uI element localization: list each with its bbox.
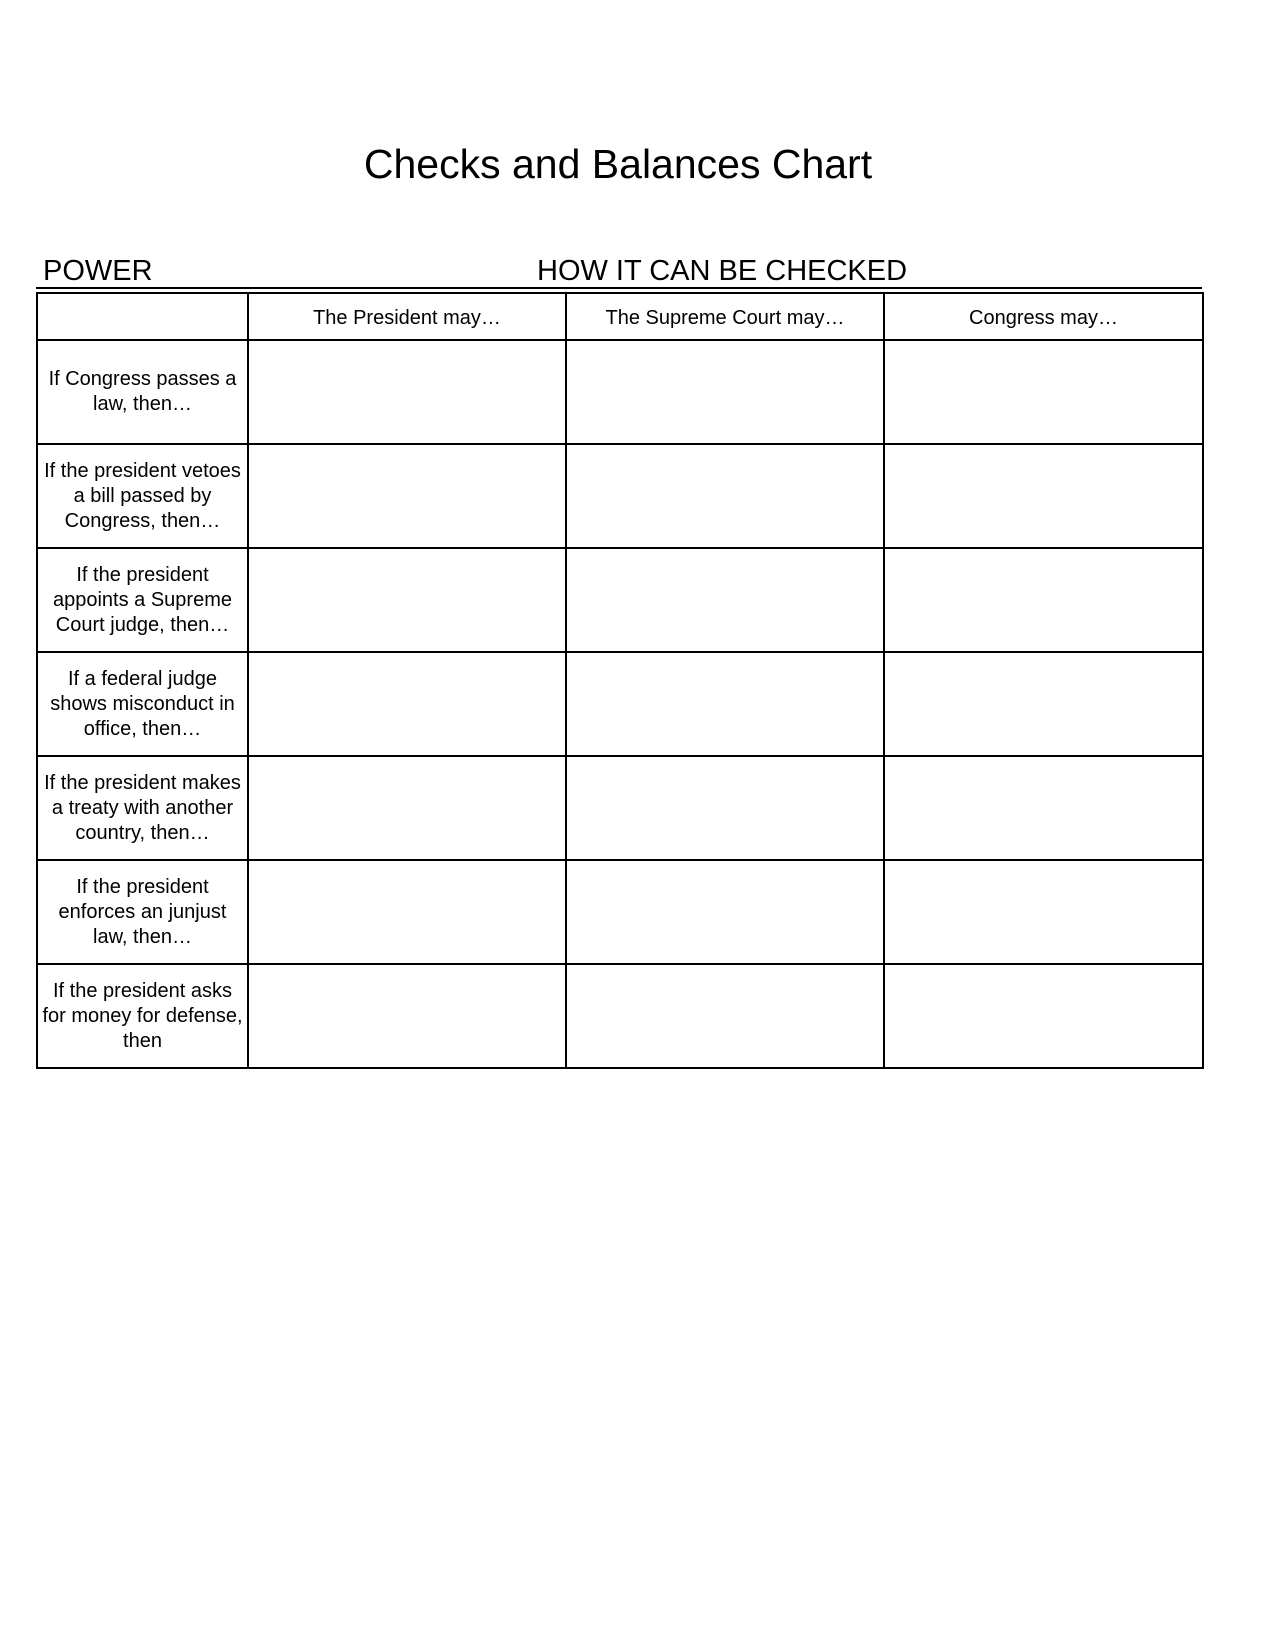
power-cell: If the president vetoes a bill passed by Congress, then… <box>37 444 248 548</box>
power-cell: If the president appoints a Supreme Court judge, then… <box>37 548 248 652</box>
answer-cell-president[interactable] <box>248 652 566 756</box>
power-cell: If the president enforces an junjust law, then… <box>37 860 248 964</box>
power-heading: POWER <box>43 255 153 287</box>
answer-cell-president[interactable] <box>248 756 566 860</box>
table-header-row <box>37 293 1203 340</box>
checks-balances-table <box>36 292 1204 1069</box>
page-title: Checks and Balances Chart <box>363 141 873 188</box>
answer-cell-supreme-court[interactable] <box>566 444 884 548</box>
answer-cell-supreme-court[interactable] <box>566 756 884 860</box>
table-row <box>37 340 1203 444</box>
table-row <box>37 444 1203 548</box>
table-row <box>37 756 1203 860</box>
column-header-supreme-court: The Supreme Court may… <box>566 293 884 340</box>
power-cell: If a federal judge shows misconduct in office, then… <box>37 652 248 756</box>
answer-cell-congress[interactable] <box>884 860 1203 964</box>
answer-cell-president[interactable] <box>248 444 566 548</box>
answer-cell-congress[interactable] <box>884 444 1203 548</box>
answer-cell-supreme-court[interactable] <box>566 860 884 964</box>
corner-cell <box>37 293 248 340</box>
answer-cell-congress[interactable] <box>884 756 1203 860</box>
table-row <box>37 548 1203 652</box>
power-cell: If the president asks for money for defense, then <box>37 964 248 1068</box>
answer-cell-congress[interactable] <box>884 652 1203 756</box>
answer-cell-supreme-court[interactable] <box>566 652 884 756</box>
column-header-congress: Congress may… <box>884 293 1203 340</box>
chart-frame <box>36 287 1202 1069</box>
table-row <box>37 652 1203 756</box>
table-row <box>37 860 1203 964</box>
answer-cell-president[interactable] <box>248 860 566 964</box>
answer-cell-supreme-court[interactable] <box>566 964 884 1068</box>
answer-cell-supreme-court[interactable] <box>566 548 884 652</box>
answer-cell-congress[interactable] <box>884 548 1203 652</box>
answer-cell-president[interactable] <box>248 548 566 652</box>
table-row <box>37 964 1203 1068</box>
answer-cell-supreme-court[interactable] <box>566 340 884 444</box>
answer-cell-congress[interactable] <box>884 340 1203 444</box>
answer-cell-president[interactable] <box>248 340 566 444</box>
column-header-president: The President may… <box>248 293 566 340</box>
power-cell: If the president makes a treaty with another country, then… <box>37 756 248 860</box>
power-cell: If Congress passes a law, then… <box>37 340 248 444</box>
how-checked-heading: HOW IT CAN BE CHECKED <box>537 255 908 287</box>
answer-cell-president[interactable] <box>248 964 566 1068</box>
answer-cell-congress[interactable] <box>884 964 1203 1068</box>
